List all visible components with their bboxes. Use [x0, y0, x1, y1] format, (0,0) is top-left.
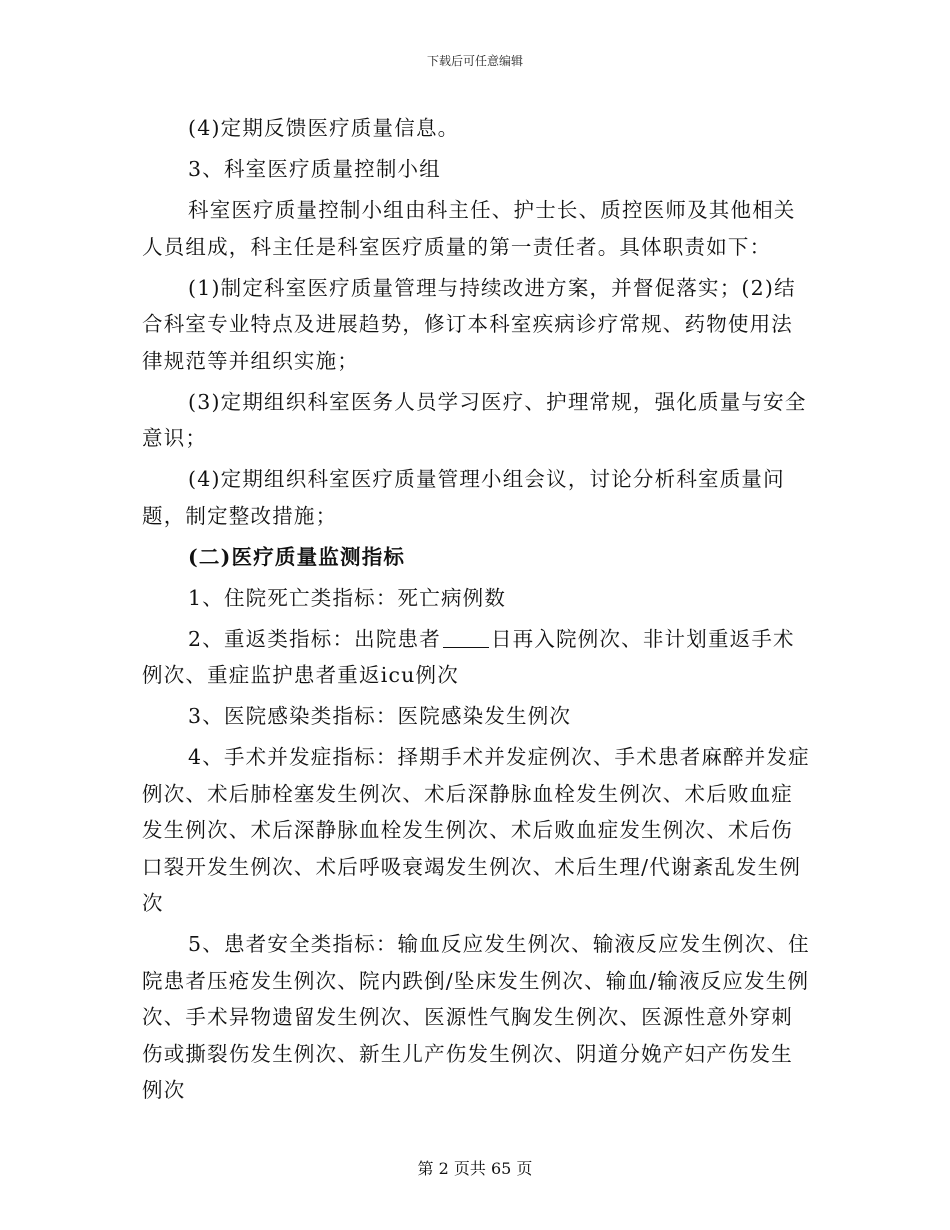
paragraph-feedback: (4)定期反馈医疗质量信息。 [188, 116, 460, 140]
paragraph-duty-1-2: (1)制定科室医疗质量管理与持续改进方案，并督促落实；(2)结合科室专业特点及进展趋势，修订本科室疾病诊疗常规、药物使用法律规范等并组织实施； [142, 275, 796, 373]
page-header: 下载后可任意编辑 [426, 54, 523, 68]
paragraph-indicator-mortality: 1、住院死亡类指标：死亡病例数 [188, 585, 507, 610]
paragraph-indicator-surgical-complications: 4、手术并发症指标：择期手术并发症例次、手术患者麻醉并发症例次、术后肺栓塞发生例次、术后深静脉血栓发生例次、术后败血症发生例次、术后深静脉血栓发生例次、术后败血症发生例次、术后伤口裂开发生例次、术后呼吸衰竭发生例次、术后生理/代谢紊乱发生例次 [142, 745, 810, 915]
paragraph-indicator-patient-safety: 5、患者安全类指标：输血反应发生例次、输液反应发生例次、住院患者压疮发生例次、院内跌倒/坠床发生例次、输血/输液反应发生例次、手术异物遗留发生例次、医源性气胸发生例次、医源性意外穿刺伤或撕裂伤发生例次、新生儿产伤发生例次、阴道分娩产妇产伤发生例次 [142, 932, 810, 1102]
page-footer: 第 2 页共 65 页 [417, 1159, 533, 1178]
document-body [142, 110, 814, 1113]
heading-dept-quality-group: 3、科室医疗质量控制小组 [188, 157, 441, 181]
readmission-text-before: 2、重返类指标：出院患者 [188, 626, 441, 651]
paragraph-duty-3: (3)定期组织科室医务人员学习医疗、护理常规，强化质量与安全意识； [142, 389, 807, 450]
readmission-text-after: 日再入院例次、非计划重返手术例次、重症监护患者重返icu例次 [142, 626, 795, 687]
paragraph-group-composition: 科室医疗质量控制小组由科主任、护士长、质控医师及其他相关人员组成，科主任是科室医疗质量的第一责任者。具体职责如下： [142, 198, 796, 259]
paragraph-duty-4: (4)定期组织科室医疗质量管理小组会议，讨论分析科室质量问题，制定整改措施； [142, 467, 785, 528]
paragraph-indicator-infection: 3、医院感染类指标：医院感染发生例次 [188, 704, 572, 728]
paragraph-indicator-readmission [142, 621, 814, 694]
section-heading-monitoring-indicators: (二)医疗质量监测指标 [188, 544, 406, 569]
fill-in-blank [443, 629, 489, 648]
